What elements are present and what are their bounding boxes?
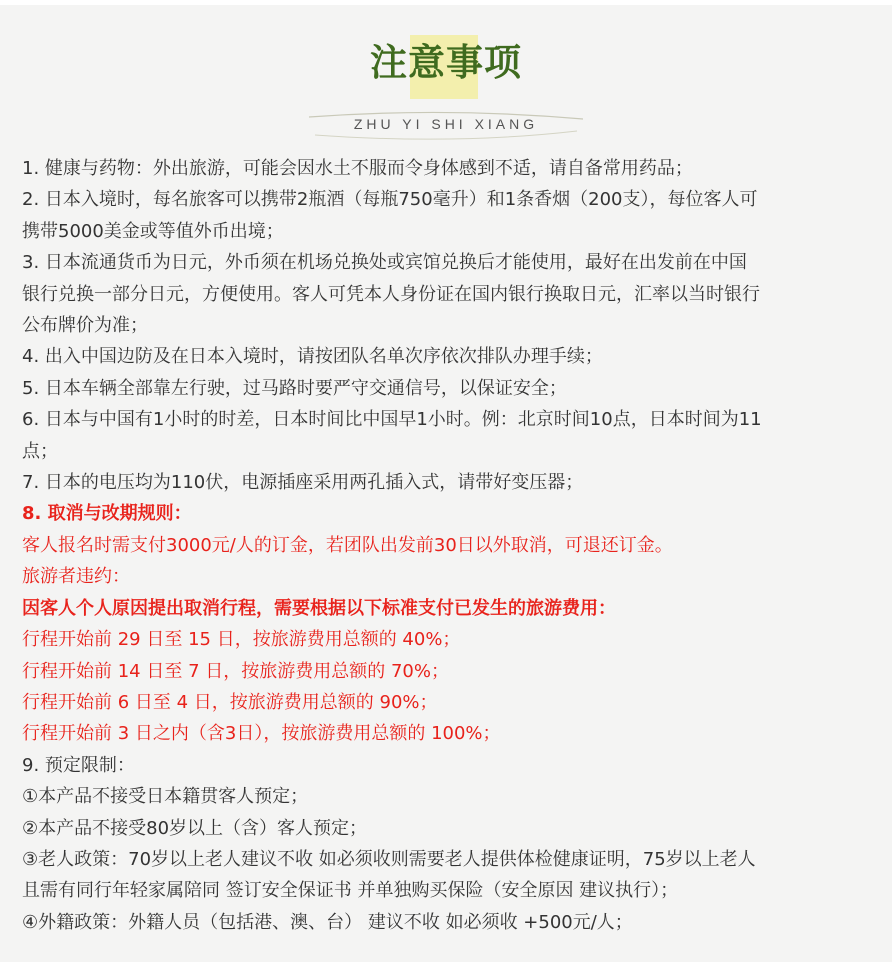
restriction-item: ②本产品不接受80岁以上（含）客人预定； bbox=[22, 817, 368, 839]
notice-content bbox=[22, 153, 874, 938]
deposit-rule: 客人报名时需支付3000元/人的订金，若团队出发前30日以外取消，可退还订金。 bbox=[22, 534, 673, 556]
notice-line-timezone: 6. 日本与中国有1小时的时差，日本时间比中国早1小时。例：北京时间10点，日本时间为11 bbox=[22, 409, 762, 431]
notice-line-currency-cont2: 公布牌价为准； bbox=[22, 315, 148, 337]
page-title-text: 注意事项 bbox=[370, 41, 522, 84]
notice-line-currency-cont: 银行兑换一部分日元，方便使用。客人可凭本人身份证在国内银行换取日元，汇率以当时银行 bbox=[22, 283, 760, 305]
penalty-line: 行程开始前 3 日之内（含3日），按旅游费用总额的 100%； bbox=[22, 723, 501, 745]
notice-line-border: 4. 出入中国边防及在日本入境时，请按团队名单次序依次排队办理手续； bbox=[22, 346, 603, 368]
penalty-line: 行程开始前 29 日至 15 日，按旅游费用总额的 40%； bbox=[22, 629, 461, 651]
restriction-item: ①本产品不接受日本籍贯客人预定； bbox=[22, 786, 309, 808]
breach-rule-heading: 因客人个人原因提出取消行程，需要根据以下标准支付已发生的旅游费用： bbox=[22, 597, 616, 619]
restriction-item-cont: 且需有同行年轻家属陪同 签订安全保证书 并单独购买保险（安全原因 建议执行）； bbox=[22, 880, 679, 902]
breach-label: 旅游者违约： bbox=[22, 566, 130, 588]
subtitle-block bbox=[0, 109, 892, 143]
cancellation-heading: 8. 取消与改期规则： bbox=[22, 503, 192, 525]
title-block bbox=[0, 33, 892, 93]
notice-line-health: 1. 健康与药物：外出旅游，可能会因水土不服而令身体感到不适，请自备常用药品； bbox=[22, 158, 693, 179]
restriction-item: ④外籍政策：外籍人员（包括港、澳、台） 建议不收 如必须收 +500元/人； bbox=[22, 911, 633, 933]
notice-line-timezone-cont: 点； bbox=[22, 440, 58, 462]
booking-restrictions-heading: 9. 预定限制： bbox=[22, 754, 135, 776]
penalty-line: 行程开始前 6 日至 4 日，按旅游费用总额的 90%； bbox=[22, 691, 438, 713]
notice-line-traffic: 5. 日本车辆全部靠左行驶，过马路时要严守交通信号，以保证安全； bbox=[22, 377, 567, 399]
notice-line-customs: 2. 日本入境时，每名旅客可以携带2瓶酒（每瓶750毫升）和1条香烟（200支），每位客人可 bbox=[22, 189, 758, 211]
notice-line-currency: 3. 日本流通货币为日元，外币须在机场兑换处或宾馆兑换后才能使用，最好在出发前在中国 bbox=[22, 252, 747, 274]
restriction-item: ③老人政策：70岁以上老人建议不收 如必须收则需要老人提供体检健康证明，75岁以上老人 bbox=[22, 848, 756, 870]
notice-line-voltage: 7. 日本的电压均为110伏，电源插座采用两孔插入式，请带好变压器； bbox=[22, 472, 584, 494]
penalty-line: 行程开始前 14 日至 7 日，按旅游费用总额的 70%； bbox=[22, 660, 449, 682]
page-title bbox=[370, 33, 522, 93]
page-subtitle: ZHU YI SHI XIANG bbox=[353, 116, 539, 132]
notice-line-customs-cont: 携带5000美金或等值外币出境； bbox=[22, 220, 284, 242]
